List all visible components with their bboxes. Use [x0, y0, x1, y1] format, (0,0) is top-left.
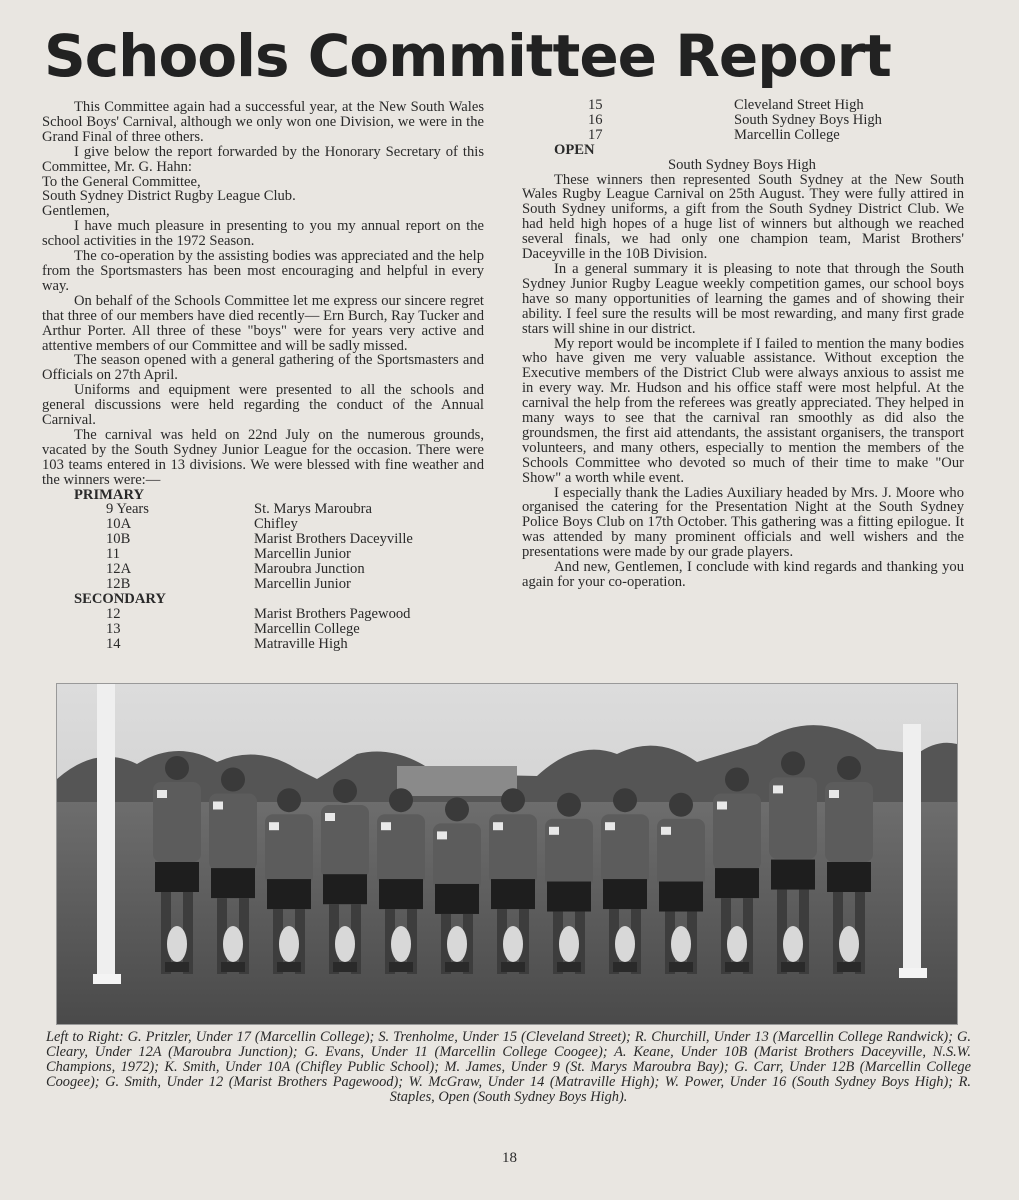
winner-name: Cleveland Street High [734, 97, 864, 113]
paragraph: The carnival was held on 22nd July on the numerous grounds, vacated by the South Sydney Junior League for the occasion. There were 103 teams entered in 13 divisions. We were blessed with fine weather and the winners were:— [42, 426, 484, 488]
winner-name: Marcellin Junior [254, 546, 351, 563]
paragraph: In a general summary it is pleasing to note that through the South Sydney Junior Rugby League weekly competition games, our school boys have so many opportunities of learning the games and of showing their ability. I feel sure the results will be most rewarding, and many first grade stars will shine in our district. [522, 260, 964, 337]
secondary-winners-continued-table [522, 98, 882, 143]
winner-row [522, 128, 882, 143]
address-block [42, 175, 484, 220]
paragraph: The co-operation by the assisting bodies was appreciated and the help from the Sportsmasters has been most encouraging and helpful in every way. [42, 248, 484, 294]
winner-name: Chifley [254, 516, 298, 533]
open-heading: OPEN [554, 141, 595, 158]
paragraph: South Sydney District Rugby League Club. [42, 188, 296, 205]
paragraph: I have much pleasure in presenting to you my annual report on the school activities in the 1972 Season. [42, 218, 484, 250]
open-winner: South Sydney Boys High [668, 156, 816, 173]
paragraph: My report would be incomplete if I failed to mention the many bodies who have given me very valuable assistance. Without exception the Executive members of the District Club were always anxious to assist me in every way. Mr. Hudson and his office staff were most helpful. At the carnival the help from the referees was greatly appreciated. They helped in many ways to see that the carnival ran smoothly as did also the groundsmen, the first aid attendants, the assistant organisers, the transport volunteers, and many others, especially to mention the members of the Schools Committee who devoted so much of their time to make "Our Show" a worth while event. [522, 335, 964, 486]
page-title: Schools Committee Report [44, 22, 891, 90]
division-label: 14 [106, 635, 121, 652]
division-label: 13 [106, 620, 121, 637]
paragraph: On behalf of the Schools Committee let me express our sincere regret that three of our members have died recently— Ern Burch, Ray Tucker and Arthur Porter. All three of these "boys" were for years very active and attentive members of our Committee and will be sadly missed. [42, 292, 484, 354]
winner-name: Matraville High [254, 635, 348, 652]
team-photo [56, 683, 958, 1025]
division-label: 17 [588, 126, 603, 143]
winner-name: St. Marys Maroubra [254, 501, 372, 518]
winner-name: Marist Brothers Daceyville [254, 531, 413, 548]
winner-name: South Sydney Boys High [734, 111, 882, 128]
division-label: 11 [106, 546, 121, 563]
winner-name: Maroubra Junction [254, 561, 365, 578]
closing-paragraphs [522, 173, 964, 590]
secondary-heading: SECONDARY [74, 590, 166, 607]
winner-row [42, 562, 413, 577]
paragraph: This Committee again had a successful year, at the New South Wales School Boys' Carnival, although we only won one Division, we were in the Grand Final of three others. [42, 99, 484, 145]
winner-row [42, 502, 413, 517]
winner-row [42, 622, 410, 637]
paragraph: To the General Committee, [42, 173, 201, 190]
winner-name: Marcellin College [254, 620, 360, 637]
secondary-winners-table [42, 607, 410, 652]
division-label: 10A [106, 516, 132, 533]
paragraph: Gentlemen, [42, 203, 110, 220]
winner-row [522, 98, 882, 113]
paragraph: The season opened with a general gathering of the Sportsmasters and Officials on 27th April. [42, 352, 484, 384]
paragraph: I especially thank the Ladies Auxiliary headed by Mrs. J. Moore who organised the catering for the Presentation Night at the South Sydney Police Boys Club on 17th October. This gathering was a fitting epilogue. It was attended by many prominent officials and well wishers and the presentations were made by our grade players. [522, 484, 964, 561]
winner-row [42, 532, 413, 547]
primary-heading: PRIMARY [74, 486, 145, 503]
winner-name: Marcellin Junior [254, 576, 351, 592]
division-label: 10B [106, 531, 131, 548]
primary-winners-table [42, 502, 413, 591]
report-paragraphs [42, 219, 484, 487]
intro-paragraphs [42, 100, 484, 175]
winner-row [42, 607, 410, 622]
right-column [522, 98, 964, 590]
division-label: 12B [106, 576, 131, 592]
division-label: 12A [106, 561, 132, 578]
paragraph: I give below the report forwarded by the Honorary Secretary of this Committee, Mr. G. Hahn: [42, 143, 484, 175]
photo-caption: Left to Right: G. Pritzler, Under 17 (Marcellin College); S. Trenholme, Under 15 (Cleveland Street); R. Churchill, Under 13 (Marcellin College Randwick); G. Cleary, Under 12A (Maroubra Junction); G. Evans, Under 11 (Marcellin College Coogee); A. Keane, Under 10B (Marist Brothers Daceyville, N.S.W. Champions, 1972); K. Smith, Under 10A (Chifley Public School); M. James, Under 9 (St. Marys Maroubra Bay); G. Carr, Under 12B (Marcellin College Coogee); G. Smith, Under 12 (Marist Brothers Pagewood); W. McGraw, Under 14 (Matraville High); W. Power, Under 16 (South Sydney Boys High); R. Staples, Open (South Sydney Boys High). [46, 1029, 971, 1105]
division-label: 15 [588, 97, 603, 113]
winner-row [42, 577, 413, 592]
division-label: 16 [588, 111, 603, 128]
paragraph: These winners then represented South Sydney at the New South Wales Rugby League Carnival on 25th August. They were fully attired in South Sydney uniforms, a gift from the South Sydney District Club. We had held high hopes of a huge list of winners but although we reached several finals, we had only one champion team, Marist Brothers' Daceyville in the 10B Division. [522, 171, 964, 263]
division-label: 9 Years [106, 501, 149, 518]
paragraph: Uniforms and equipment were presented to all the schools and general discussions were held regarding the conduct of the Annual Carnival. [42, 382, 484, 429]
winner-row [522, 113, 882, 128]
winner-row [42, 517, 413, 532]
page-number: 18 [502, 1150, 517, 1166]
winner-row [42, 637, 410, 652]
winner-row [42, 547, 413, 562]
winner-name: Marcellin College [734, 126, 840, 143]
paragraph: And new, Gentlemen, I conclude with kind regards and thanking you again for your co-operation. [522, 559, 964, 590]
left-column [42, 100, 484, 652]
winner-name: Marist Brothers Pagewood [254, 605, 411, 622]
division-label: 12 [106, 605, 121, 622]
